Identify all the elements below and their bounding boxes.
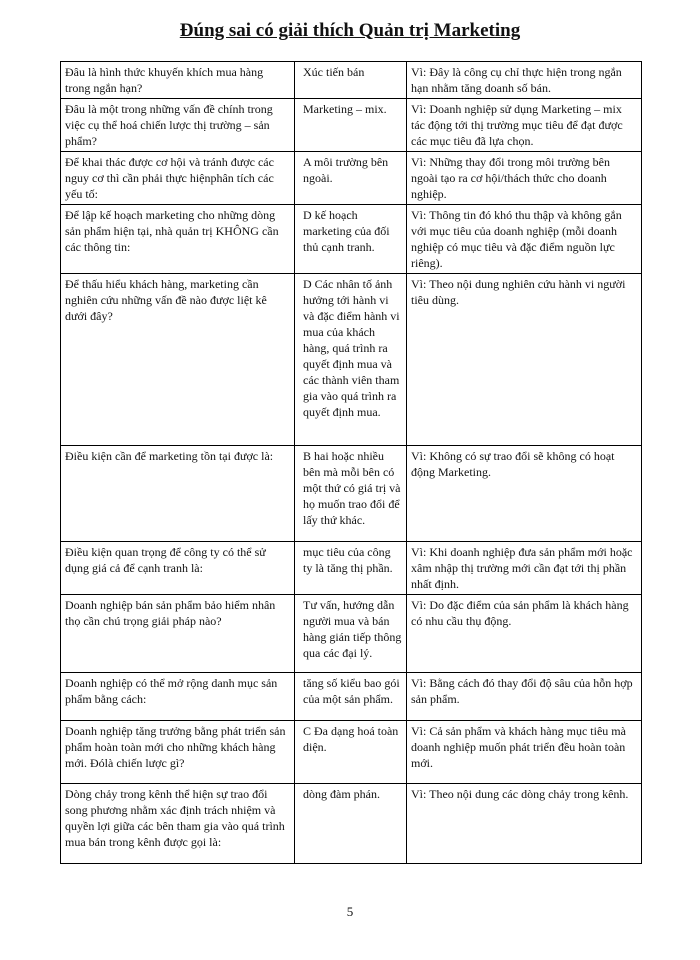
table-row <box>61 595 642 673</box>
table-row <box>61 784 642 864</box>
answer-cell: Xúc tiến bán <box>295 62 407 99</box>
question-cell: Đâu là một trong những vấn đề chính trong việc cụ thể hoá chiến lược thị trường – sản phẩm? <box>61 99 295 152</box>
table-row <box>61 721 642 784</box>
answer-cell: C Đa dạng hoá toàn diện. <box>295 721 407 784</box>
table-row <box>61 446 642 542</box>
question-cell: Điều kiện quan trọng để công ty có thể sử dụng giá cả để cạnh tranh là: <box>61 542 295 595</box>
explanation-cell: Vì: Những thay đổi trong môi trường bên ngoài tạo ra cơ hội/thách thức cho doanh nghiệp. <box>407 152 642 205</box>
explanation-cell: Vì: Doanh nghiệp sử dụng Marketing – mix tác động tới thị trường mục tiêu để đạt được các mục tiêu đã lựa chọn. <box>407 99 642 152</box>
explanation-cell: Vì: Do đặc điểm của sản phẩm là khách hàng có nhu cầu thụ động. <box>407 595 642 673</box>
question-cell: Dòng chảy trong kênh thể hiện sự trao đổi song phương nhằm xác định trách nhiệm và quyền lợi giữa các bên tham gia vào quá trình mua bán trong kênh được gọi là: <box>61 784 295 864</box>
answer-cell: tăng số kiểu bao gói của một sản phẩm. <box>295 673 407 721</box>
explanation-cell: Vì: Thông tin đó khó thu thập và không gắn với mục tiêu của doanh nghiệp (mỗi doanh nghiệp có mục tiêu và đặc điểm nguồn lực riêng). <box>407 205 642 274</box>
table-row <box>61 205 642 274</box>
table-row <box>61 274 642 446</box>
table-row <box>61 62 642 99</box>
explanation-cell: Vì: Không có sự trao đổi sẽ không có hoạt động Marketing. <box>407 446 642 542</box>
question-cell: Để khai thác được cơ hội và tránh được các nguy cơ thì cần phải thực hiệnphân tích các yếu tố: <box>61 152 295 205</box>
question-cell: Doanh nghiệp tăng trưởng bằng phát triển sản phẩm hoàn toàn mới cho những khách hàng mới. Đólà chiến lược gì? <box>61 721 295 784</box>
answer-cell: B hai hoặc nhiều bên mà mỗi bên có một thứ có giá trị và họ muốn trao đổi để lấy thứ khác. <box>295 446 407 542</box>
question-cell: Doanh nghiệp có thể mở rộng danh mục sản phẩm bằng cách: <box>61 673 295 721</box>
table-row <box>61 542 642 595</box>
explanation-cell: Vì: Cả sản phẩm và khách hàng mục tiêu mà doanh nghiệp muốn phát triển đều hoàn toàn mới. <box>407 721 642 784</box>
answer-cell: D kế hoạch marketing của đối thủ cạnh tranh. <box>295 205 407 274</box>
answer-cell: mục tiêu của công ty là tăng thị phần. <box>295 542 407 595</box>
table-row <box>61 673 642 721</box>
answer-cell: D Các nhân tố ảnh hưởng tới hành vi và đặc điểm hành vi mua của khách hàng, quá trình ra quyết định mua và các thành viên tham gia vào quá trình ra quyết định mua. <box>295 274 407 446</box>
explanation-cell: Vì: Theo nội dung các dòng chảy trong kênh. <box>407 784 642 864</box>
question-cell: Doanh nghiệp bán sản phẩm bảo hiểm nhân thọ cần chú trọng giải pháp nào? <box>61 595 295 673</box>
question-cell: Để lập kế hoạch marketing cho những dòng sản phẩm hiện tại, nhà quản trị KHÔNG cần các thông tin: <box>61 205 295 274</box>
qa-table <box>60 61 642 864</box>
explanation-cell: Vì: Khi doanh nghiệp đưa sản phẩm mới hoặc xâm nhập thị trường mới cần đạt tới thị phần nhất định. <box>407 542 642 595</box>
answer-cell: A môi trường bên ngoài. <box>295 152 407 205</box>
answer-cell: dòng đàm phán. <box>295 784 407 864</box>
explanation-cell: Vì: Đây là công cụ chỉ thực hiện trong ngắn hạn nhằm tăng doanh số bán. <box>407 62 642 99</box>
question-cell: Đâu là hình thức khuyến khích mua hàng trong ngắn hạn? <box>61 62 295 99</box>
explanation-cell: Vì: Bằng cách đó thay đổi độ sâu của hỗn hợp sản phẩm. <box>407 673 642 721</box>
answer-cell: Tư vấn, hướng dẫn người mua và bán hàng gián tiếp thông qua các đại lý. <box>295 595 407 673</box>
question-cell: Điều kiện cần để marketing tồn tại được là: <box>61 446 295 542</box>
table-row <box>61 99 642 152</box>
table-row <box>61 152 642 205</box>
answer-cell: Marketing – mix. <box>295 99 407 152</box>
question-cell: Để thấu hiểu khách hàng, marketing cần nghiên cứu những vấn đề nào được liệt kê dưới đây? <box>61 274 295 446</box>
explanation-cell: Vì: Theo nội dung nghiên cứu hành vi người tiêu dùng. <box>407 274 642 446</box>
page-number: 5 <box>346 904 354 919</box>
document-title: Đúng sai có giải thích Quản trị Marketing <box>179 20 521 41</box>
